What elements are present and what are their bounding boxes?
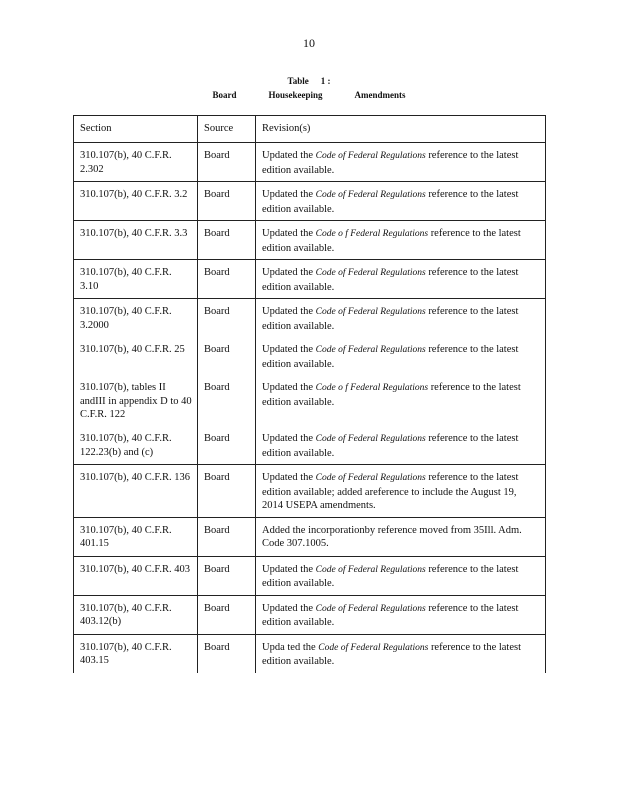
- section-cell: 310.107(b), 40 C.F.R. 122.23(b) and (c): [74, 426, 198, 465]
- source-cell: Board: [198, 556, 256, 595]
- revision-cell: Updated the Code of Federal Regulations reference to the latest edition available.: [256, 556, 546, 595]
- source-cell: Board: [198, 182, 256, 221]
- section-cell: 310.107(b), 40 C.F.R. 403.15: [74, 634, 198, 673]
- caption-table-word: Table: [287, 76, 309, 86]
- table-header-row: [74, 116, 546, 143]
- revision-cell: Added the incorporationby reference moved from 35Ill. Adm. Code 307.1005.: [256, 517, 546, 556]
- table-row: [74, 465, 546, 518]
- revision-cell: Updated the Code of Federal Regulations reference to the latest edition available.: [256, 337, 546, 375]
- revision-cell: Updated the Code of Federal Regulations reference to the latest edition available.: [256, 299, 546, 338]
- table-row: [74, 375, 546, 426]
- section-cell: 310.107(b), 40 C.F.R. 3.2: [74, 182, 198, 221]
- source-cell: Board: [198, 595, 256, 634]
- header-section: Section: [74, 116, 198, 143]
- revision-cell: Upda ted the Code of Federal Regulations reference to the latest edition available.: [256, 634, 546, 673]
- source-cell: Board: [198, 299, 256, 338]
- table-row: [74, 299, 546, 338]
- header-source: Source: [198, 116, 256, 143]
- section-cell: 310.107(b), 40 C.F.R. 403: [74, 556, 198, 595]
- section-cell: 310.107(b), 40 C.F.R. 401.15: [74, 517, 198, 556]
- revision-cell: Updated the Code of Federal Regulations reference to the latest edition available.: [256, 595, 546, 634]
- source-cell: Board: [198, 260, 256, 299]
- table-caption-title: [0, 90, 618, 100]
- section-cell: 310.107(b), 40 C.F.R. 403.12(b): [74, 595, 198, 634]
- table-row: [74, 595, 546, 634]
- amendments-table: [73, 115, 546, 673]
- caption-word-housekeeping: Housekeeping: [268, 90, 323, 100]
- table-row: [74, 182, 546, 221]
- section-cell: 310.107(b), 40 C.F.R. 3.2000: [74, 299, 198, 338]
- revision-cell: Updated the Code of Federal Regulations reference to the latest edition available.: [256, 426, 546, 465]
- table-row: [74, 556, 546, 595]
- table-row: [74, 260, 546, 299]
- table-row: [74, 143, 546, 182]
- section-cell: 310.107(b), tables II andIII in appendix D to 40 C.F.R. 122: [74, 375, 198, 426]
- source-cell: Board: [198, 375, 256, 426]
- source-cell: Board: [198, 426, 256, 465]
- source-cell: Board: [198, 465, 256, 518]
- section-cell: 310.107(b), 40 C.F.R. 3.10: [74, 260, 198, 299]
- table-row: [74, 337, 546, 375]
- revision-cell: Updated the Code of Federal Regulations reference to the latest edition available.: [256, 143, 546, 182]
- source-cell: Board: [198, 517, 256, 556]
- section-cell: 310.107(b), 40 C.F.R. 2.302: [74, 143, 198, 182]
- table-row: [74, 634, 546, 673]
- caption-word-amendments: Amendments: [354, 90, 406, 100]
- revision-cell: Updated the Code of Federal Regulations reference to the latest edition available.: [256, 182, 546, 221]
- revision-cell: Updated the Code o f Federal Regulations reference to the latest edition available.: [256, 221, 546, 260]
- section-cell: 310.107(b), 40 C.F.R. 136: [74, 465, 198, 518]
- table-row: [74, 426, 546, 465]
- table-row: [74, 517, 546, 556]
- caption-word-board: Board: [212, 90, 237, 100]
- table-row: [74, 221, 546, 260]
- header-revisions: Revision(s): [256, 116, 546, 143]
- caption-table-number: 1 :: [320, 76, 331, 86]
- source-cell: Board: [198, 337, 256, 375]
- source-cell: Board: [198, 143, 256, 182]
- revision-cell: Updated the Code of Federal Regulations reference to the latest edition available.: [256, 260, 546, 299]
- section-cell: 310.107(b), 40 C.F.R. 3.3: [74, 221, 198, 260]
- source-cell: Board: [198, 221, 256, 260]
- source-cell: Board: [198, 634, 256, 673]
- revision-cell: Updated the Code of Federal Regulations reference to the latest edition available; added areference to include the August 19, 2014 USEPA amendments.: [256, 465, 546, 518]
- table-caption-label: [0, 76, 618, 86]
- section-cell: 310.107(b), 40 C.F.R. 25: [74, 337, 198, 375]
- revision-cell: Updated the Code o f Federal Regulations reference to the latest edition available.: [256, 375, 546, 426]
- page-number: 10: [303, 36, 315, 50]
